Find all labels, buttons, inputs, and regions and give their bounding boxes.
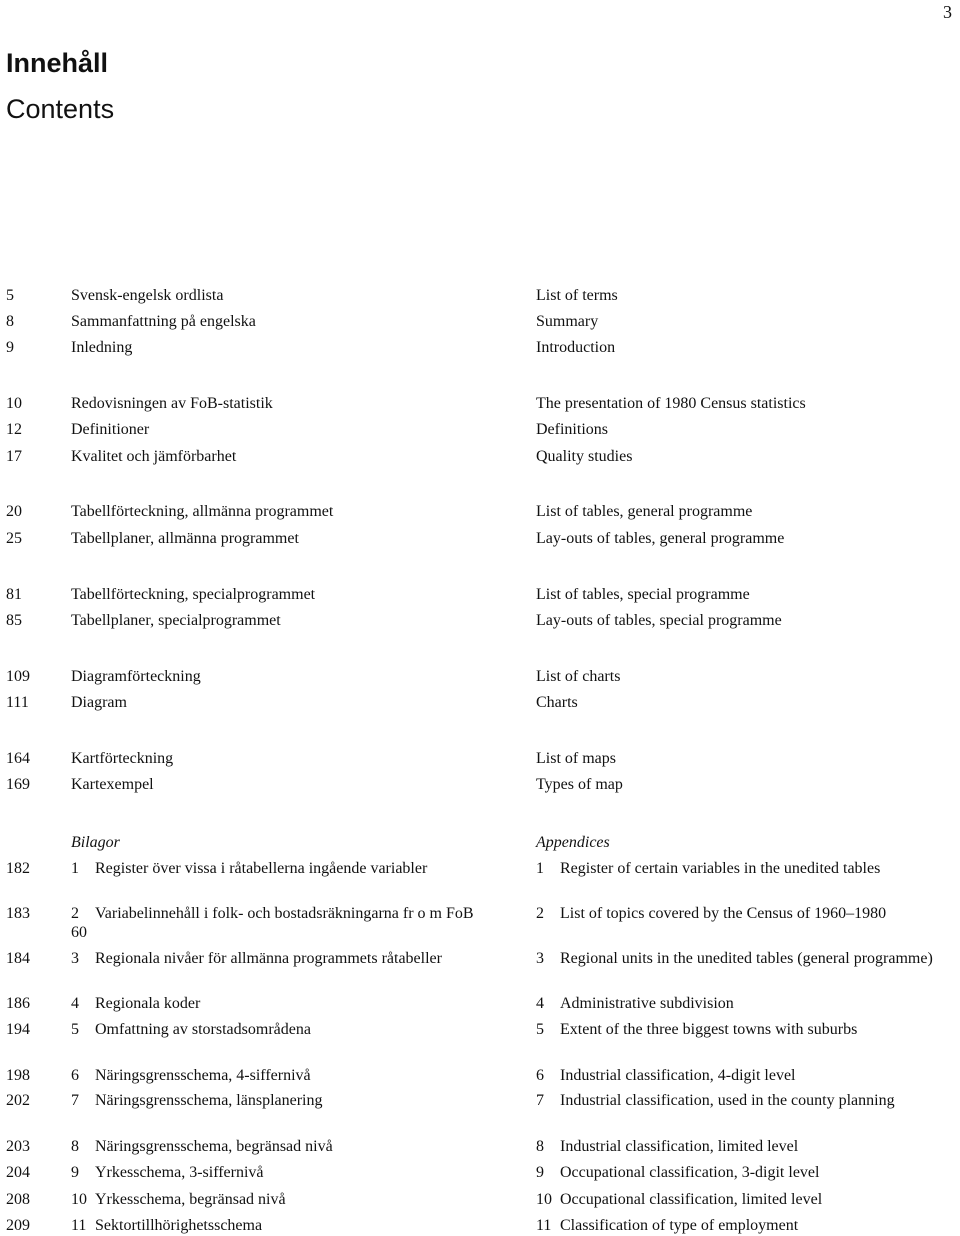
appendix-text-swedish: Yrkesschema, begränsad nivå [95,1191,286,1208]
appendix-text-swedish: Regionala koder [95,995,201,1012]
appendix-number: 2 [536,905,544,922]
appendix-text-english: List of topics covered by the Census of 1960–1980 [560,905,887,922]
appendix-text-swedish: Sektortillhörighetsschema [95,1217,263,1234]
toc-title-english: List of tables, special programme [536,586,750,603]
toc-title-english: Charts [536,694,578,711]
appendix-page-number: 203 [6,1138,30,1155]
appendix-number: 2 [71,905,79,922]
toc-title-english: List of terms [536,287,618,304]
toc-page-number: 8 [6,313,14,330]
appendix-number: 1 [536,860,544,877]
appendix-number: 5 [71,1021,79,1038]
appendix-text-swedish: Näringsgrensschema, 4-siffernivå [95,1067,311,1084]
appendix-number: 7 [71,1092,79,1109]
page-title-swedish: Innehåll [6,48,109,78]
appendix-title-swedish [71,1020,491,1039]
appendix-text-english: Industrial classification, limited level [560,1138,799,1155]
appendix-text-swedish: Näringsgrensschema, begränsad nivå [95,1138,333,1155]
appendix-title-swedish [71,994,491,1013]
appendix-text-swedish: Regionala nivåer för allmänna programmets råtabeller [95,950,442,967]
appendix-title-swedish [71,1066,491,1085]
appendix-page-number: 184 [6,950,30,967]
toc-title-english: List of charts [536,668,621,685]
toc-title-english: Summary [536,313,599,330]
toc-title-english: Lay-outs of tables, general programme [536,530,785,547]
appendix-title-english [536,1091,936,1110]
appendix-page-number: 208 [6,1191,30,1208]
appendix-text-english: Industrial classification, 4-digit level [560,1067,796,1084]
appendix-title-swedish [71,1216,491,1235]
appendix-text-english: Administrative subdivision [560,995,734,1012]
toc-page-number: 10 [6,395,22,412]
appendix-title-english [536,1137,936,1156]
appendix-title-swedish [71,1190,491,1209]
appendix-text-english: Occupational classification, 3-digit level [560,1164,820,1181]
appendix-title-swedish [71,1091,491,1110]
toc-title-swedish: Diagram [71,694,127,711]
appendix-page-number: 182 [6,860,30,877]
appendix-number: 9 [71,1164,79,1181]
appendix-page-number: 198 [6,1067,30,1084]
toc-page-number: 111 [6,694,29,711]
appendix-number: 8 [536,1138,544,1155]
appendix-text-english: Extent of the three biggest towns with suburbs [560,1021,858,1038]
toc-title-english: Lay-outs of tables, special programme [536,612,782,629]
appendix-number: 3 [71,950,79,967]
toc-page-number: 17 [6,448,22,465]
toc-title-english: List of tables, general programme [536,503,753,520]
page-title-english: Contents [6,94,115,124]
appendix-title-english [536,1216,936,1235]
appendix-text-english: Industrial classification, used in the county planning [560,1092,895,1109]
appendix-text-swedish: Register över vissa i råtabellerna ingående variabler [95,860,428,877]
appendix-title-swedish [71,859,491,878]
toc-title-english: Quality studies [536,448,633,465]
toc-page-number: 164 [6,750,30,767]
appendix-title-english [536,1066,936,1085]
toc-title-english: Introduction [536,339,616,356]
toc-title-swedish: Kartförteckning [71,750,174,767]
appendix-number: 11 [71,1217,87,1234]
toc-title-swedish: Tabellplaner, specialprogrammet [71,612,281,629]
toc-title-swedish: Tabellförteckning, allmänna programmet [71,503,334,520]
appendix-title-swedish [71,1163,491,1182]
appendix-number: 10 [71,1191,87,1208]
appendix-text-swedish: Näringsgrensschema, länsplanering [95,1092,323,1109]
toc-title-swedish: Diagramförteckning [71,668,201,685]
appendix-title-english [536,1190,936,1209]
appendix-heading-swedish: Bilagor [71,834,120,851]
toc-page-number: 9 [6,339,14,356]
toc-page-number: 12 [6,421,22,438]
appendix-text-english: Classification of type of employment [560,1217,799,1234]
toc-title-swedish: Definitioner [71,421,150,438]
appendix-number: 10 [536,1191,552,1208]
appendix-heading-english: Appendices [536,834,610,851]
appendix-title-english [536,994,936,1013]
appendix-number: 6 [71,1067,79,1084]
appendix-title-swedish [71,904,491,942]
appendix-number: 7 [536,1092,544,1109]
toc-title-swedish: Tabellplaner, allmänna programmet [71,530,299,547]
appendix-page-number: 209 [6,1217,30,1234]
appendix-number: 4 [71,995,79,1012]
appendix-text-english: Regional units in the unedited tables (general programme) [560,950,933,967]
toc-title-swedish: Sammanfattning på engelska [71,313,256,330]
appendix-page-number: 194 [6,1021,30,1038]
appendix-title-english [536,1020,936,1039]
toc-title-english: List of maps [536,750,616,767]
appendix-text-english: Occupational classification, limited level [560,1191,823,1208]
appendix-page-number: 186 [6,995,30,1012]
appendix-number: 5 [536,1021,544,1038]
toc-title-swedish: Kvalitet och jämförbarhet [71,448,237,465]
appendix-number: 6 [536,1067,544,1084]
appendix-page-number: 202 [6,1092,30,1109]
toc-title-swedish: Redovisningen av FoB-statistik [71,395,273,412]
appendix-page-number: 183 [6,905,30,922]
toc-page-number: 25 [6,530,22,547]
toc-title-swedish: Inledning [71,339,133,356]
appendix-number: 3 [536,950,544,967]
appendix-page-number: 204 [6,1164,30,1181]
toc-title-swedish: Kartexempel [71,776,154,793]
toc-page-number: 109 [6,668,30,685]
appendix-number: 1 [71,860,79,877]
appendix-text-swedish: Omfattning av storstadsområdena [95,1021,311,1038]
appendix-title-swedish [71,1137,491,1156]
toc-title-swedish: Svensk-engelsk ordlista [71,287,224,304]
appendix-number: 11 [536,1217,552,1234]
toc-page-number: 169 [6,776,30,793]
page-number: 3 [943,2,952,22]
toc-page-number: 81 [6,586,22,603]
appendix-text-english: Register of certain variables in the unedited tables [560,860,881,877]
appendix-title-english [536,859,936,878]
appendix-title-english [536,949,936,968]
toc-title-english: The presentation of 1980 Census statistics [536,395,806,412]
toc-page-number: 85 [6,612,22,629]
toc-page-number: 5 [6,287,14,304]
toc-title-english: Definitions [536,421,608,438]
appendix-number: 8 [71,1138,79,1155]
appendix-text-swedish: Variabelinnehåll i folk- och bostadsräkningarna fr o m FoB 60 [71,905,474,941]
appendix-number: 4 [536,995,544,1012]
toc-title-english: Types of map [536,776,623,793]
toc-page-number: 20 [6,503,22,520]
appendix-number: 9 [536,1164,544,1181]
appendix-title-english [536,904,936,923]
appendix-title-english [536,1163,936,1182]
toc-title-swedish: Tabellförteckning, specialprogrammet [71,586,316,603]
appendix-text-swedish: Yrkesschema, 3-siffernivå [95,1164,264,1181]
appendix-title-swedish [71,949,491,968]
